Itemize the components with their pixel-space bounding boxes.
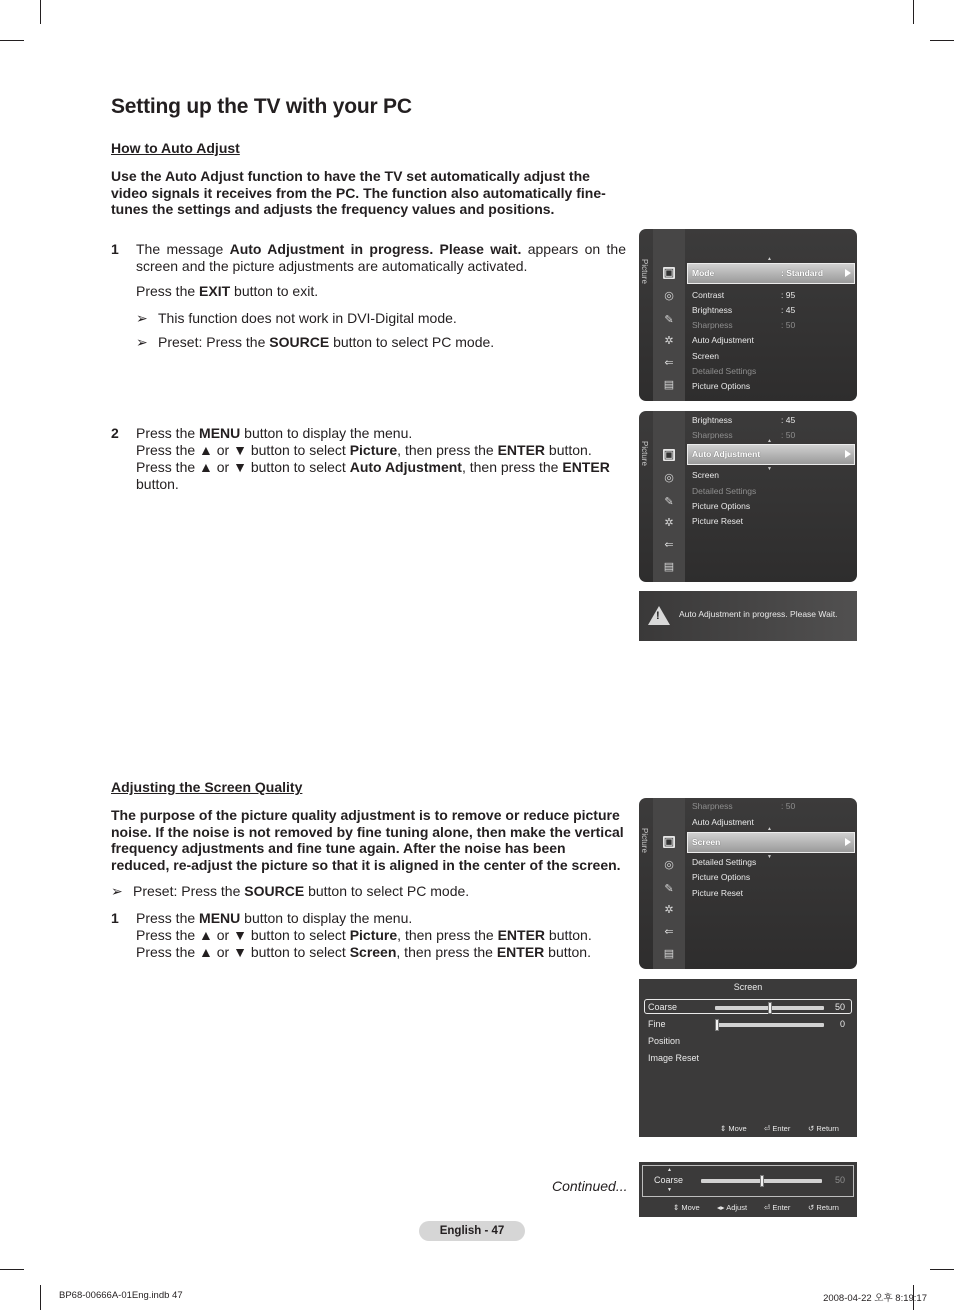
menu-item-label: Auto Adjustment [692, 449, 761, 459]
section-heading-screen-quality: Adjusting the Screen Quality [111, 779, 303, 795]
picture-key: Picture [349, 927, 398, 943]
sound-icon[interactable]: ◎ [664, 859, 674, 871]
enter-icon: ⏎ [764, 1124, 771, 1133]
page-title: Setting up the TV with your PC [111, 95, 412, 118]
menu-item-value: : 45 [781, 415, 796, 425]
crop-mark [40, 1285, 41, 1310]
auto-adjustment-key: Auto Adjustment [349, 459, 462, 475]
scroll-up-icon: ▲ [767, 438, 772, 444]
footer-file-info: BP68-00666A-01Eng.indb 47 [59, 1290, 183, 1301]
text-part: Press the ▲ or ▼ button to select [136, 442, 350, 458]
menu-item-label: Mode [692, 268, 715, 278]
step2-line [136, 442, 626, 459]
adjust-icon: ◂▸ [717, 1203, 725, 1212]
menu-item-value: : 50 [781, 430, 796, 440]
menu-item-value: : 95 [781, 290, 796, 300]
arrow-right-icon [845, 450, 851, 458]
picture-menu-mode [639, 229, 857, 401]
enter-key: ENTER [497, 927, 546, 943]
legend-text: Return [816, 1124, 839, 1133]
step1-message-bold: Auto Adjustment in progress. Please wait. [229, 241, 522, 257]
scroll-up-icon: ▲ [767, 256, 772, 262]
menu-item-value: : Standard [781, 268, 824, 278]
step1-text [136, 241, 626, 275]
source-key: SOURCE [269, 334, 330, 350]
coarse-slider[interactable] [701, 1179, 822, 1183]
picture-icon[interactable]: ▣ [663, 836, 675, 848]
coarse-label: Coarse [654, 1175, 684, 1185]
legend-text: Return [816, 1203, 839, 1212]
menu-key: MENU [199, 910, 241, 926]
legend-adjust [717, 1203, 747, 1212]
menu-item-sharpness[interactable]: Sharpness [692, 801, 733, 811]
move-icon: ⇕ [673, 1203, 680, 1212]
arrow-right-icon [845, 838, 851, 846]
screen-step1-text [136, 910, 626, 961]
menu-item-brightness[interactable]: Brightness [692, 415, 733, 425]
legend-move [720, 1124, 747, 1133]
scroll-down-icon: ▼ [767, 466, 772, 472]
crop-mark [0, 40, 24, 41]
step-number: 1 [111, 910, 119, 926]
channel-icon[interactable]: ✎ [664, 883, 674, 895]
setup-icon[interactable]: ✲ [664, 335, 674, 347]
legend-enter [764, 1203, 790, 1212]
text-part: , then press the [397, 927, 498, 943]
screen-key: Screen [349, 944, 397, 960]
menu-item-position[interactable]: Position [648, 1036, 681, 1046]
text-part: button. [136, 476, 179, 492]
step-line [136, 910, 626, 927]
legend-text: Enter [772, 1124, 791, 1133]
return-icon: ↺ [808, 1124, 815, 1133]
channel-icon[interactable]: ✎ [664, 314, 674, 326]
input-icon[interactable]: ⇐ [664, 539, 674, 551]
menu-item-screen[interactable]: Screen [692, 351, 719, 361]
menu-key: MENU [199, 425, 241, 441]
menu-item-detailed-settings[interactable]: Detailed Settings [692, 857, 757, 867]
text-part: Press the ▲ or ▼ button to select [136, 459, 350, 475]
crop-mark [0, 1269, 24, 1270]
legend-text: Adjust [726, 1203, 748, 1212]
fine-label[interactable]: Fine [648, 1019, 666, 1029]
note-arrow-icon: ➢ [111, 883, 123, 899]
sound-icon[interactable]: ◎ [664, 290, 674, 302]
coarse-adjust-box [639, 1162, 857, 1217]
text-part: button. [545, 442, 592, 458]
coarse-slider-handle[interactable] [760, 1175, 764, 1187]
picture-menu-screen [639, 798, 857, 969]
text-part: Press the ▲ or ▼ button to select [136, 944, 350, 960]
menu-item-picture-reset[interactable]: Picture Reset [692, 516, 744, 526]
menu-item-screen[interactable]: Screen [692, 470, 719, 480]
menu-item-mode-selected[interactable] [687, 263, 855, 284]
application-icon[interactable]: ▤ [663, 561, 675, 573]
step1-text-part: The message [136, 241, 230, 257]
step2-text [136, 425, 626, 493]
text-part: button. [545, 927, 592, 943]
coarse-value: 50 [834, 1002, 845, 1012]
fine-value: 0 [839, 1019, 845, 1029]
source-key: SOURCE [244, 883, 305, 899]
screen-submenu-title: Screen [733, 982, 763, 992]
step-number: 2 [111, 425, 119, 441]
legend-text: Move [728, 1124, 747, 1133]
scroll-down-icon: ▼ [667, 1187, 672, 1193]
text-part: , then press the [397, 442, 498, 458]
text-part: , then press the [461, 459, 563, 475]
sound-icon[interactable]: ◎ [664, 472, 674, 484]
continued-label: Continued... [552, 1178, 628, 1194]
section-heading-auto-adjust: How to Auto Adjust [111, 140, 240, 156]
menu-item-value: : 45 [781, 305, 796, 315]
move-icon: ⇕ [720, 1124, 727, 1133]
picture-key: Picture [349, 442, 398, 458]
legend-return [808, 1203, 839, 1212]
text-part: button to exit. [230, 283, 319, 299]
picture-icon[interactable]: ▣ [663, 449, 675, 461]
note-text: This function does not work in DVI-Digital mode. [158, 310, 457, 326]
note-arrow-icon: ➢ [136, 310, 148, 326]
crop-mark [930, 1269, 954, 1270]
menu-item-auto-adjustment-selected[interactable] [687, 444, 855, 465]
legend-move [673, 1203, 700, 1212]
menu-item-sharpness[interactable]: Sharpness [692, 430, 733, 440]
menu-item-contrast[interactable]: Contrast [692, 290, 725, 300]
menu-item-picture-options[interactable]: Picture Options [692, 872, 751, 882]
menu-item-brightness[interactable]: Brightness [692, 305, 733, 315]
scroll-down-icon: ▼ [767, 854, 772, 860]
menu-item-auto-adjustment[interactable]: Auto Adjustment [692, 817, 754, 827]
picture-icon[interactable]: ▣ [663, 267, 675, 279]
step2-line [136, 425, 626, 442]
fine-slider-handle[interactable] [715, 1019, 719, 1031]
coarse-label: Coarse [648, 1002, 678, 1012]
text-part: Preset: Press the [133, 883, 245, 899]
enter-icon: ⏎ [764, 1203, 771, 1212]
message-text: Auto Adjustment in progress. Please Wait. [679, 609, 838, 619]
text-part: button to select PC mode. [304, 883, 470, 899]
legend-text: Enter [772, 1203, 791, 1212]
legend-return [808, 1124, 839, 1133]
text-part: Press the [136, 910, 200, 926]
menu-side-label: Picture [640, 259, 649, 284]
menu-item-picture-options[interactable]: Picture Options [692, 501, 751, 511]
text-part: Press the [136, 425, 200, 441]
crop-mark [40, 0, 41, 24]
enter-key: ENTER [497, 442, 546, 458]
note-dvi [136, 310, 457, 327]
text-part: button to select PC mode. [329, 334, 495, 350]
enter-key: ENTER [496, 944, 545, 960]
picture-menu-auto-adjustment [639, 411, 857, 582]
channel-icon[interactable]: ✎ [664, 496, 674, 508]
text-part: button to display the menu. [240, 425, 413, 441]
text-part: Press the [136, 283, 200, 299]
menu-item-value: : 50 [781, 801, 796, 811]
menu-item-picture-reset[interactable]: Picture Reset [692, 888, 744, 898]
menu-item-sharpness[interactable]: Sharpness [692, 320, 733, 330]
step-number: 1 [111, 241, 119, 257]
scroll-up-icon: ▲ [767, 826, 772, 832]
menu-item-picture-options[interactable]: Picture Options [692, 381, 751, 391]
step1-text-part: appears on the screen and the picture adjustments are automatically activated. [136, 241, 627, 274]
step-line [136, 944, 626, 961]
text-part: , then press the [396, 944, 497, 960]
auto-adjust-message-box [639, 591, 857, 641]
menu-side-label: Picture [640, 828, 649, 853]
fine-slider[interactable] [715, 1023, 824, 1027]
menu-item-label: Screen [692, 837, 721, 847]
input-icon[interactable]: ⇐ [664, 926, 674, 938]
arrow-right-icon [845, 269, 851, 277]
exit-instruction [136, 283, 318, 300]
note-preset [111, 883, 469, 900]
menu-item-detailed-settings[interactable]: Detailed Settings [692, 486, 757, 496]
screen-submenu [639, 979, 857, 1137]
menu-item-screen-selected[interactable] [687, 832, 855, 853]
auto-adjust-intro: Use the Auto Adjust function to have the TV set automatically adjust the video signals it receives from the PC. The function also automatically fine-tunes the settings and adjusts the frequency values and positions. [111, 168, 606, 218]
return-icon: ↺ [808, 1203, 815, 1212]
application-icon[interactable]: ▤ [663, 379, 675, 391]
menu-item-value: : 50 [781, 320, 796, 330]
footer-timestamp: 2008-04-22 오후 8:19:17 [823, 1293, 927, 1304]
exit-key: EXIT [199, 283, 231, 299]
crop-mark [930, 40, 954, 41]
application-icon[interactable]: ▤ [663, 948, 675, 960]
warning-icon: ! [648, 606, 670, 625]
text-part: button. [544, 944, 591, 960]
text-part: button to display the menu. [240, 910, 413, 926]
menu-item-image-reset[interactable]: Image Reset [648, 1053, 700, 1063]
note-arrow-icon: ➢ [136, 334, 148, 350]
step2-line [136, 459, 626, 493]
text-part: Preset: Press the [158, 334, 270, 350]
legend-text: Move [681, 1203, 700, 1212]
note-preset [136, 334, 494, 351]
menu-side-label: Picture [640, 441, 649, 466]
crop-mark [913, 0, 914, 24]
menu-item-detailed-settings[interactable]: Detailed Settings [692, 366, 757, 376]
page-number-badge: English - 47 [419, 1221, 525, 1241]
screen-quality-intro: The purpose of the picture quality adjustment is to remove or reduce picture noise. If the noise is not removed by fine tuning alone, then make the vertical frequency adjustments and fine tune again. After the noise has been reduced, re-adjust the picture so that it is aligned in the center of the screen. [111, 807, 624, 873]
menu-item-auto-adjustment[interactable]: Auto Adjustment [692, 335, 754, 345]
input-icon[interactable]: ⇐ [664, 357, 674, 369]
enter-key: ENTER [562, 459, 610, 475]
coarse-value: 50 [834, 1175, 845, 1185]
step-line [136, 927, 626, 944]
setup-icon[interactable]: ✲ [664, 904, 674, 916]
text-part: Press the ▲ or ▼ button to select [136, 927, 350, 943]
coarse-slider[interactable] [715, 1006, 824, 1010]
scroll-up-icon: ▲ [667, 1167, 672, 1173]
setup-icon[interactable]: ✲ [664, 517, 674, 529]
legend-enter [764, 1124, 790, 1133]
coarse-slider-handle[interactable] [768, 1002, 772, 1014]
